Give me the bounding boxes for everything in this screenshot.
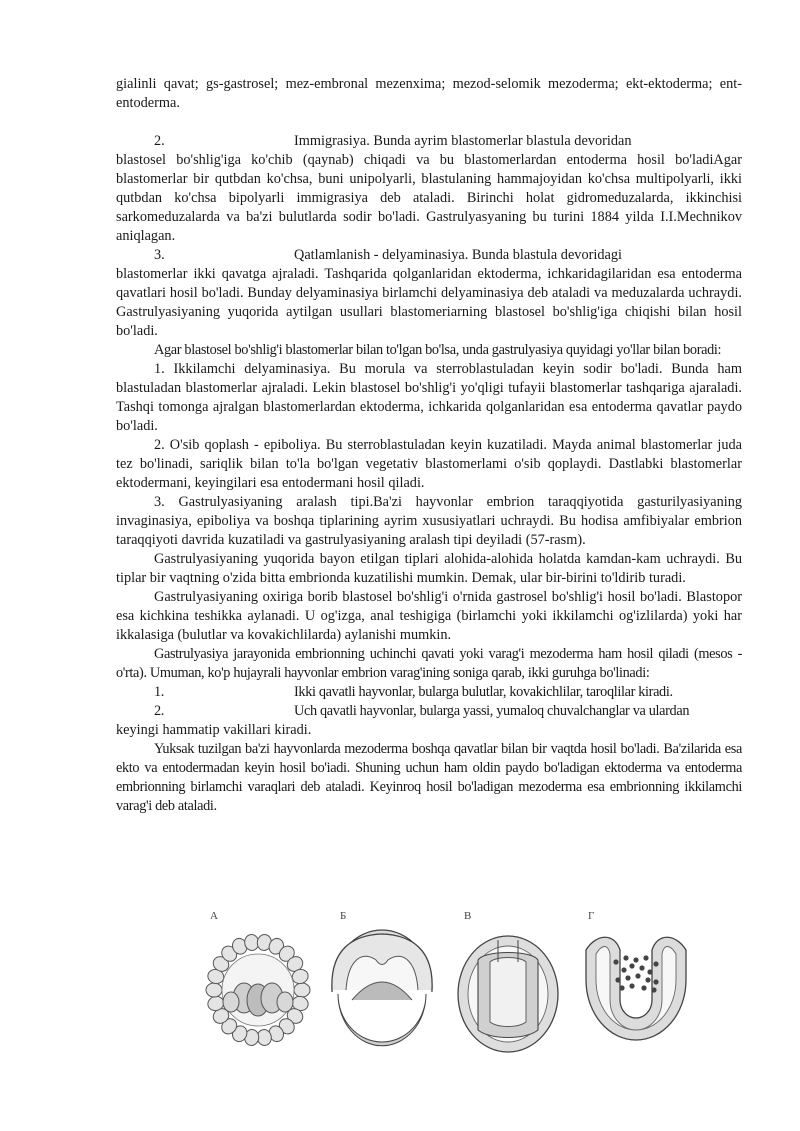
migrating-cell bbox=[653, 979, 658, 984]
migrating-cell bbox=[651, 987, 656, 992]
paragraph-three-layered bbox=[116, 702, 742, 721]
paragraph-delamination bbox=[116, 246, 742, 265]
paragraph-immigration bbox=[116, 132, 742, 151]
migrating-cell bbox=[641, 985, 646, 990]
migrating-cell bbox=[625, 975, 630, 980]
paragraph-secondary-delamination: 1. Ikkilamchi delyaminasiya. Bu morula va sterroblastuladan keyin sodir bo'ladi. Bunda ham blastuladan blastomerlar ajraladi. Lekin blastosel bo'shlig'i yo'qligi tufayii blastomerlar tashqariga ajaraladi. Tashqi tomonga ajralgan blastomerlardan ektoderma, ichkarida qolganlaridan esa entoderma qavatlar paydo bo'ladi. bbox=[116, 361, 742, 434]
paragraph-delamination-rest: blastomerlar ikki qavatga ajraladi. Tashqarida qolganlaridan ektoderma, ichkaridagilaridan esa entoderma qavatlari hosil bo'ladi. Bunday delyaminasiya birlamchi delyaminasiya deb ataladi va meduzalarda uchraydi. Gastrulyasiyaning yuqorida aytilgan usullari blastomeriarning blastosel bo'shlig'iga chiqishi bilan hosil bo'ladi. bbox=[116, 266, 742, 339]
migrating-cell bbox=[639, 965, 644, 970]
paragraph-immigration-rest: blastosel bo'shlig'iga ko'chib (qaynab) chiqadi va bu blastomerlardan entoderma hosil bo'ladiAgar blastomerlar bir qutbdan ko'chsa, buni unipolyarli, blastulaning hammajoyidan ko'chsa multipolyarli, ikki qutbdan ko'chsa bipolyarli immigrasiya deb ataladi. Birinchi holat gidromeduzalarda, ikkinchisi sarkomeduzalarda va ba'zi bulutlarda sodir bo'ladi. Gastrulyasyaning bu turini 1884 yilda I.I.Mechnikov aniqlagan. bbox=[116, 152, 742, 244]
paragraph-legend-continuation: gialinli qavat; gs-gastrosel; mez-embronal mezenxima; mezod-selomik mezoderma; ekt-ektoderma; ent-entoderma. bbox=[116, 76, 742, 111]
body-text bbox=[116, 75, 742, 816]
list-first-line: Immigrasiya. Bunda ayrim blastomerlar blastula devoridan bbox=[294, 133, 632, 149]
figure-label-b: Б bbox=[340, 910, 347, 922]
migrating-cell bbox=[613, 959, 618, 964]
migrating-cell bbox=[643, 955, 648, 960]
paragraph-gastrocoel: Gastrulyasiyaning oxiriga borib blastosel bo'shlig'i o'rnida gastrosel bo'shlig'i hosil bo'ladi. Blastopor esa kichkina teshikka aylanadi. U og'izga, anal teshigiga (birlamchi yoki ikkilamchi og'izlilarda) yoki har ikkalasiga (bulutlar va kovakichlilarda) aylanishi mumkin. bbox=[116, 589, 742, 643]
embryo-b-drawing bbox=[332, 930, 432, 1046]
list-number: 3. bbox=[154, 247, 165, 263]
list-number: 2. bbox=[154, 133, 165, 149]
migrating-cell bbox=[621, 967, 626, 972]
figure-label-g: Г bbox=[588, 910, 595, 922]
migrating-cell bbox=[623, 955, 628, 960]
figure-label-v: В bbox=[464, 910, 472, 922]
paragraph-types-rare: Gastrulyasiyaning yuqorida bayon etilgan tiplari alohida-alohida holatda kamdan-kam uchraydi. Bu tiplar bir vaqtning o'zida bitta embrionda kuzatilishi mumkin. Demak, ular bir-birini to'ldirib turadi. bbox=[116, 551, 742, 586]
paragraph-mixed-type: 3. Gastrulyasiyaning aralash tipi.Ba'zi hayvonlar embrion taraqqiyotida gasturilyasiyaning invaginasiya, epiboliya va boshqa tiplarining ayrim xususiyatlari uchraydi. Bu hodisa amfibiyalar embrion taraqqiyoti davrida kuzatiladi va gastrulyasiyaning aralash tipi deyiladi (57-rasm). bbox=[116, 494, 742, 548]
embryo-g-drawing bbox=[586, 937, 686, 1040]
blastomere-cell bbox=[294, 983, 310, 997]
blastomere-cell bbox=[206, 983, 222, 997]
migrating-cell bbox=[635, 973, 640, 978]
list-number: 1. bbox=[154, 684, 165, 700]
migrating-cell bbox=[647, 969, 652, 974]
gastrulation-figure bbox=[196, 902, 702, 1062]
paragraph-epiboly: 2. O'sib qoplash - epiboliya. Bu sterroblastuladan keyin kuzatiladi. Mayda animal blastomerlar juda tez bo'linadi, sariqlik bilan to'la bo'lgan vegetativ blastomerlami o'sib qoplaydi. Dastlabki blastomerlar ektodermani, keyingilari esa entodermani hosil qiladi. bbox=[116, 437, 742, 491]
migrating-cell bbox=[633, 957, 638, 962]
list-first-line: Ikki qavatli hayvonlar, bularga bulutlar, kovakichlilar, taroqlilar kiradi. bbox=[294, 684, 673, 700]
list-first-line: Uch qavatli hayvonlar, bularga yassi, yumaloq chuvalchanglar va ulardan bbox=[294, 703, 690, 719]
list-number: 2. bbox=[154, 703, 165, 719]
paragraph-three-layered-rest: keyingi hammatip vakillari kiradi. bbox=[116, 722, 312, 738]
migrating-cell bbox=[619, 985, 624, 990]
list-first-line: Qatlamlanish - delyaminasiya. Bunda blastula devoridagi bbox=[294, 247, 622, 263]
migrating-cell bbox=[615, 977, 620, 982]
paragraph-mesoderm: Gastrulyasiya jarayonida embrionning uchinchi qavati yoki varag'i mezoderma ham hosil qiladi (mesos - o'rta). Umuman, ko'p hujayrali hayvonlar embrion varag'ining soniga qarab, ikki guruhga bo'linadi: bbox=[116, 646, 742, 681]
paragraph-blastocoel-filled: Agar blastosel bo'shlig'i blastomerlar bilan to'lgan bo'lsa, unda gastrulyasiya quyidagi yo'llar bilan boradi: bbox=[154, 342, 722, 358]
embryo-a-drawing bbox=[206, 934, 310, 1047]
embryo-v-drawing bbox=[458, 936, 558, 1052]
migrating-cell bbox=[629, 963, 634, 968]
migrating-cell bbox=[629, 983, 634, 988]
figure-label-a: A bbox=[210, 910, 218, 922]
migrating-cell bbox=[645, 977, 650, 982]
migrating-cell bbox=[653, 961, 658, 966]
paragraph-primary-layers: Yuksak tuzilgan ba'zi hayvonlarda mezoderma boshqa qavatlar bilan bir vaqtda hosil bo'ladi. Ba'zilarida esa ekto va entodermadan keyin hosil bo'iadi. Shuning uchun ham oldin paydo bo'ladigan ektoderma va entoderma embrionning birlamchi varaqlari deb ataladi. Keyinroq hosil bo'ladigan mezoderma esa embrionning ikkilamchi varag'i deb ataladi. bbox=[116, 741, 742, 814]
paragraph-two-layered bbox=[116, 683, 742, 702]
gastrulation-illustration bbox=[196, 902, 702, 1062]
